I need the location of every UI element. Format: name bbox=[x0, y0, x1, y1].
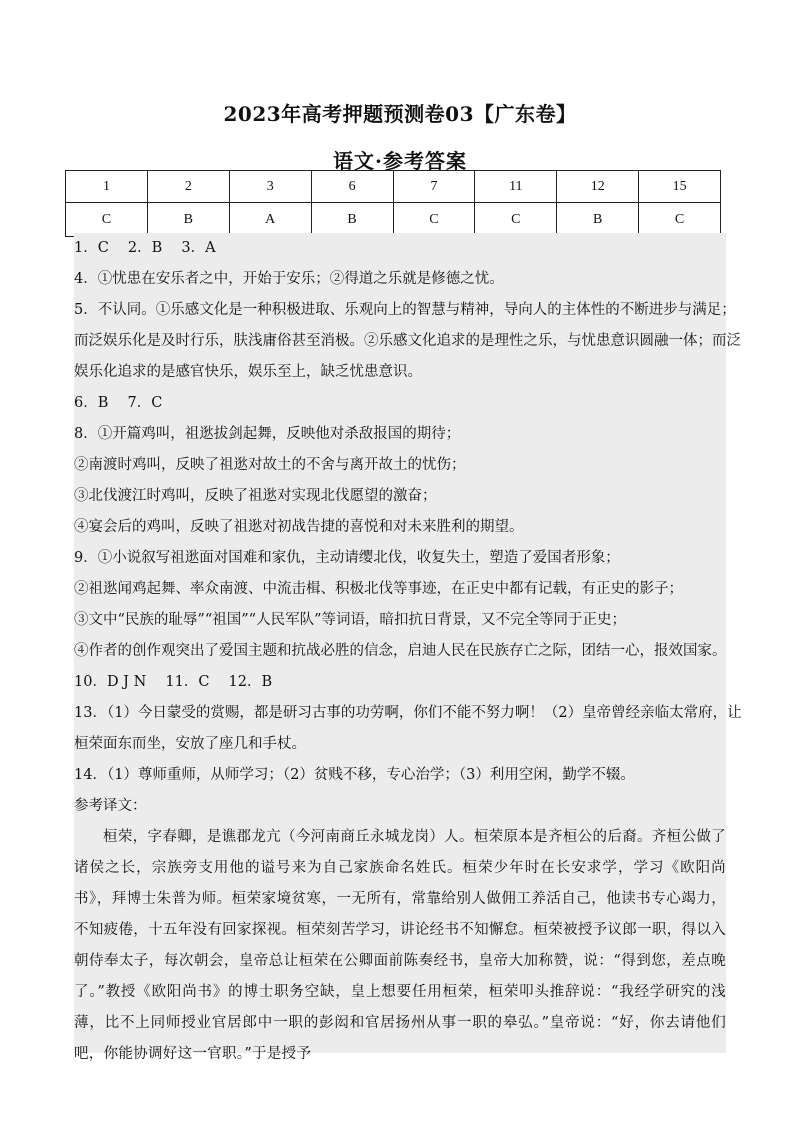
answer-cell: B bbox=[311, 203, 393, 237]
answer-line: 9．①小说叙写祖逖面对国难和家仇，主动请缨北伐，收复失土，塑造了爱国者形象； bbox=[74, 550, 620, 566]
answer-line: ④作者的创作观突出了爱国主题和抗战必胜的信念，启迪人民在民族存亡之际，团结一心，报效国家。 bbox=[74, 643, 727, 659]
answer-line: 4．①忧患在安乐者之中，开始于安乐；②得道之乐就是修德之忧。 bbox=[74, 271, 504, 287]
answer-line: 8．①开篇鸡叫，祖逖拔剑起舞，反映他对杀敌报国的期待； bbox=[74, 426, 461, 442]
answer-line: 10．D J N 11．C 12．B bbox=[74, 674, 273, 690]
question-number-cell: 1 bbox=[66, 171, 148, 203]
question-number-cell: 11 bbox=[475, 171, 557, 203]
answer-line: ④宴会后的鸡叫，反映了祖逖对初战告捷的喜悦和对未来胜利的期望。 bbox=[74, 519, 524, 535]
answer-line: ③北伐渡江时鸡叫，反映了祖逖对实现北伐愿望的激奋； bbox=[74, 488, 437, 504]
answer-line: 6．B 7．C bbox=[74, 395, 163, 411]
answer-cell: C bbox=[66, 203, 148, 237]
answer-cell: A bbox=[229, 203, 311, 237]
question-number-cell: 6 bbox=[311, 171, 393, 203]
answer-cell: B bbox=[557, 203, 639, 237]
answer-line: 14．（1）尊师重师，从师学习；（2）贫贱不移，专心治学；（3）利用空闲，勤学不辍。 bbox=[74, 767, 635, 783]
answer-line: 桓荣面东而坐，安放了座几和手杖。 bbox=[74, 736, 306, 752]
question-number-cell: 2 bbox=[147, 171, 229, 203]
answer-cell: C bbox=[393, 203, 475, 237]
question-number-cell: 3 bbox=[229, 171, 311, 203]
answer-table bbox=[65, 170, 721, 237]
answer-line: 13．（1）今日蒙受的赏赐，都是研习古事的功劳啊，你们不能不努力啊！（2）皇帝曾经亲临太常府，让 bbox=[74, 705, 742, 721]
answer-line: ②祖逖闻鸡起舞、率众南渡、中流击楫、积极北伐等事迹，在正史中都有记载，有正史的影子； bbox=[74, 581, 683, 597]
document-title: 2023年高考押题预测卷03【广东卷】 bbox=[223, 102, 577, 126]
answer-line: 1．C 2．B 3．A bbox=[74, 240, 216, 256]
answer-line: 娱乐化追求的是感官快乐，娱乐至上，缺乏忧患意识。 bbox=[74, 364, 422, 380]
answer-row bbox=[66, 203, 721, 237]
question-number-row bbox=[66, 171, 721, 203]
translation-paragraph: 桓荣，字春卿，是谯郡龙亢（今河南商丘永城龙岗）人。桓荣原本是齐桓公的后裔。齐桓公做了诸侯之长，宗族旁支用他的谥号来为自己家族命名姓氏。桓荣少年时在长安求学，学习《欧阳尚书》，拜博士朱普为师。桓荣家境贫寒，一无所有，常靠给别人做佣工养活自己，他读书专心竭力，不知疲倦，十五年没有回家探视。桓荣刻苦学习，讲论经书不知懈怠。桓荣被授予议郎一职，得以入朝侍奉太子，每次朝会，皇帝总让桓荣在公卿面前陈奏经书，皇帝大加称赞，说：“得到您，差点晚了。”教授《欧阳尚书》的博士职务空缺，皇上想要任用桓荣，桓荣叩头推辞说：“我经学研究的浅薄，比不上同师授业官居郎中一职的彭闳和官居扬州从事一职的皋弘。”皇帝说：“好，你去请他们吧，你能协调好这一官职。”于是授予 bbox=[74, 829, 726, 1062]
document-subtitle: 语文·参考答案 bbox=[333, 149, 467, 173]
answer-line: 5．不认同。①乐感文化是一种积极进取、乐观向上的智慧与精神，导向人的主体性的不断进步与满足； bbox=[74, 302, 736, 318]
answer-line: 而泛娱乐化是及时行乐，肤浅庸俗甚至消极。②乐感文化追求的是理性之乐，与忧患意识圆融一体；而泛 bbox=[74, 333, 741, 349]
answer-cell: C bbox=[639, 203, 721, 237]
question-number-cell: 12 bbox=[557, 171, 639, 203]
answer-line: ②南渡时鸡叫，反映了祖逖对故土的不舍与离开故土的忧伤； bbox=[74, 457, 466, 473]
translation-heading: 参考译文： bbox=[74, 798, 147, 814]
answer-line: ③文中“民族的耻辱”“祖国”“人民军队”等词语，暗扣抗日背景，又不完全等同于正史； bbox=[74, 612, 626, 628]
answer-content bbox=[74, 233, 742, 1062]
answer-cell: B bbox=[147, 203, 229, 237]
answer-cell: C bbox=[475, 203, 557, 237]
question-number-cell: 15 bbox=[639, 171, 721, 203]
question-number-cell: 7 bbox=[393, 171, 475, 203]
